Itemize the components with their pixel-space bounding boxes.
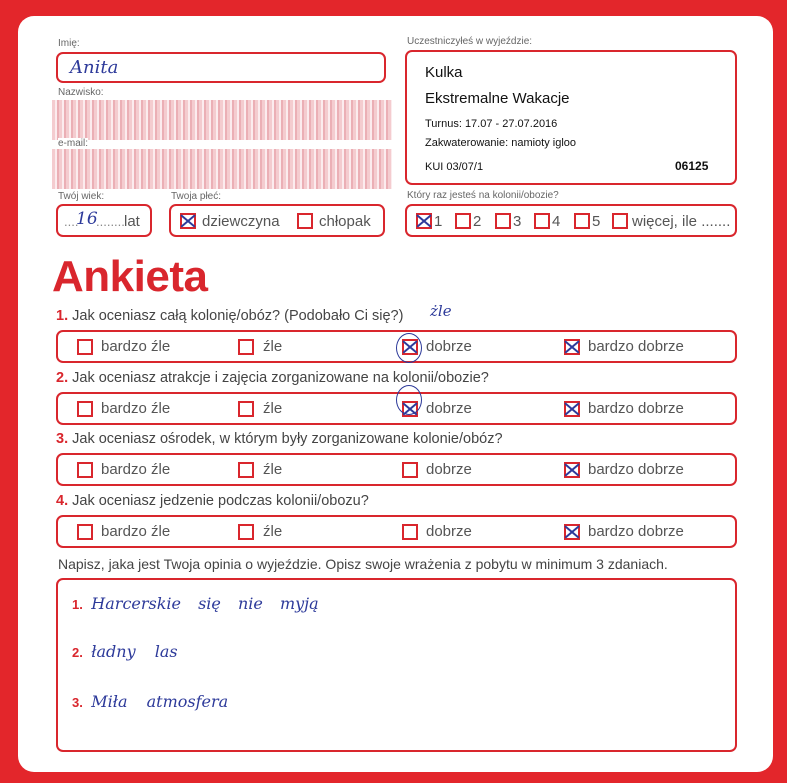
email-label: e-mail: [58, 138, 89, 149]
question-4-number: 4. [56, 493, 69, 509]
question-1 [56, 308, 403, 324]
question-1-text: Jak oceniasz całą kolonię/obóz? (Podobało Ci się?) [72, 308, 404, 324]
q2-bad-checkbox[interactable] [238, 401, 254, 417]
age-dots-after: ........ [96, 214, 125, 229]
q1-very-bad-checkbox[interactable] [77, 339, 93, 355]
question-2-text: Jak oceniasz atrakcje i zajęcia zorganizowane na kolonii/obozie? [72, 370, 489, 386]
q4-bad-checkbox[interactable] [238, 524, 254, 540]
surname-label: Nazwisko: [58, 87, 104, 98]
q2-very-bad-label: bardzo źle [101, 400, 171, 417]
q2-good-label: dobrze [426, 400, 472, 417]
times-option-more-label: więcej, ile ....... [632, 213, 731, 230]
q1-good-circle [396, 333, 422, 363]
trip-term: Turnus: 17.07 - 27.07.2016 [425, 118, 558, 130]
question-2 [56, 370, 489, 386]
trip-name: Ekstremalne Wakacje [425, 90, 570, 107]
q4-very-good-checkbox[interactable] [564, 524, 580, 540]
times-option-5-checkbox[interactable] [574, 213, 590, 229]
q3-good-checkbox[interactable] [402, 462, 418, 478]
question-3-number: 3. [56, 431, 69, 447]
name-value: Anita [70, 57, 119, 78]
q3-bad-checkbox[interactable] [238, 462, 254, 478]
opinion-line-1-text: Harcerskie się nie myją [91, 594, 319, 613]
times-option-2-label: 2 [473, 213, 482, 230]
question-3-text: Jak oceniasz ośrodek, w którym były zorganizowane kolonie/obóz? [72, 431, 503, 447]
gender-male-checkbox[interactable] [297, 213, 313, 229]
q3-bad-label: źle [263, 461, 283, 478]
q1-very-good-checkbox[interactable] [564, 339, 580, 355]
gender-male-label: chłopak [319, 213, 371, 230]
opinion-prompt: Napisz, jaka jest Twoja opinia o wyjeździe. Opisz swoje wrażenia z pobytu w minimum 3 zdaniach. [58, 556, 668, 572]
trip-org: Kulka [425, 64, 463, 81]
q4-very-bad-label: bardzo źle [101, 523, 171, 540]
q2-bad-label: źle [263, 400, 283, 417]
q1-bad-label: źle [263, 338, 283, 355]
question-1-options [56, 330, 737, 363]
times-option-2-checkbox[interactable] [455, 213, 471, 229]
question-1-note: żle [430, 302, 452, 320]
opinion-line-1 [72, 594, 319, 614]
q3-very-good-checkbox[interactable] [564, 462, 580, 478]
question-4-options [56, 515, 737, 548]
trip-code: KUI 03/07/1 [425, 161, 484, 173]
q2-very-good-checkbox[interactable] [564, 401, 580, 417]
q2-good-circle [396, 385, 422, 415]
q1-very-good-label: bardzo dobrze [588, 338, 684, 355]
age-field[interactable] [56, 204, 152, 237]
gender-label: Twoja płeć: [171, 191, 222, 202]
trip-accommodation: Zakwaterowanie: namioty igloo [425, 137, 577, 149]
question-2-number: 2. [56, 370, 69, 386]
times-option-3-label: 3 [513, 213, 522, 230]
q4-good-label: dobrze [426, 523, 472, 540]
times-option-1-checkbox[interactable] [416, 213, 432, 229]
name-field[interactable] [56, 52, 386, 83]
question-4-text: Jak oceniasz jedzenie podczas kolonii/obozu? [72, 493, 369, 509]
redacted-email [52, 149, 392, 189]
times-option-5-label: 5 [592, 213, 601, 230]
opinion-line-1-number: 1. [72, 597, 83, 612]
age-value: 16 [76, 209, 98, 229]
question-4 [56, 493, 369, 509]
q4-bad-label: źle [263, 523, 283, 540]
age-label: Twój wiek: [58, 191, 105, 202]
question-2-options [56, 392, 737, 425]
opinion-line-3-number: 3. [72, 695, 83, 710]
question-3-options [56, 453, 737, 486]
trip-number: 06125 [675, 159, 709, 173]
q2-very-good-label: bardzo dobrze [588, 400, 684, 417]
q4-very-good-label: bardzo dobrze [588, 523, 684, 540]
q3-good-label: dobrze [426, 461, 472, 478]
question-1-number: 1. [56, 308, 69, 324]
gender-female-label: dziewczyna [202, 213, 280, 230]
trip-info-box [405, 50, 737, 185]
opinion-line-2-text: ładny las [91, 642, 178, 661]
times-option-more-checkbox[interactable] [612, 213, 628, 229]
age-dots-before: .... [64, 214, 79, 229]
q3-very-good-label: bardzo dobrze [588, 461, 684, 478]
q2-very-bad-checkbox[interactable] [77, 401, 93, 417]
times-option-1-label: 1 [434, 213, 443, 230]
trip-label: Uczestniczyłeś w wyjeździe: [407, 36, 533, 47]
survey-sheet [18, 16, 773, 772]
q3-very-bad-checkbox[interactable] [77, 462, 93, 478]
gender-field [169, 204, 385, 237]
opinion-box[interactable] [56, 578, 737, 752]
q4-good-checkbox[interactable] [402, 524, 418, 540]
times-option-3-checkbox[interactable] [495, 213, 511, 229]
name-label: Imię: [58, 38, 80, 49]
redacted-surname [52, 100, 392, 140]
times-field [405, 204, 737, 237]
times-option-4-label: 4 [552, 213, 561, 230]
q1-good-label: dobrze [426, 338, 472, 355]
survey-title: Ankieta [52, 252, 208, 301]
opinion-line-3 [72, 692, 228, 712]
gender-female-checkbox[interactable] [180, 213, 196, 229]
opinion-line-2-number: 2. [72, 645, 83, 660]
q3-very-bad-label: bardzo źle [101, 461, 171, 478]
age-unit: lat [124, 213, 140, 230]
question-3 [56, 431, 503, 447]
times-label: Który raz jesteś na kolonii/obozie? [407, 190, 559, 201]
times-option-4-checkbox[interactable] [534, 213, 550, 229]
opinion-line-2 [72, 642, 178, 662]
q1-bad-checkbox[interactable] [238, 339, 254, 355]
q4-very-bad-checkbox[interactable] [77, 524, 93, 540]
q1-very-bad-label: bardzo źle [101, 338, 171, 355]
opinion-line-3-text: Miła atmosfera [91, 692, 229, 711]
